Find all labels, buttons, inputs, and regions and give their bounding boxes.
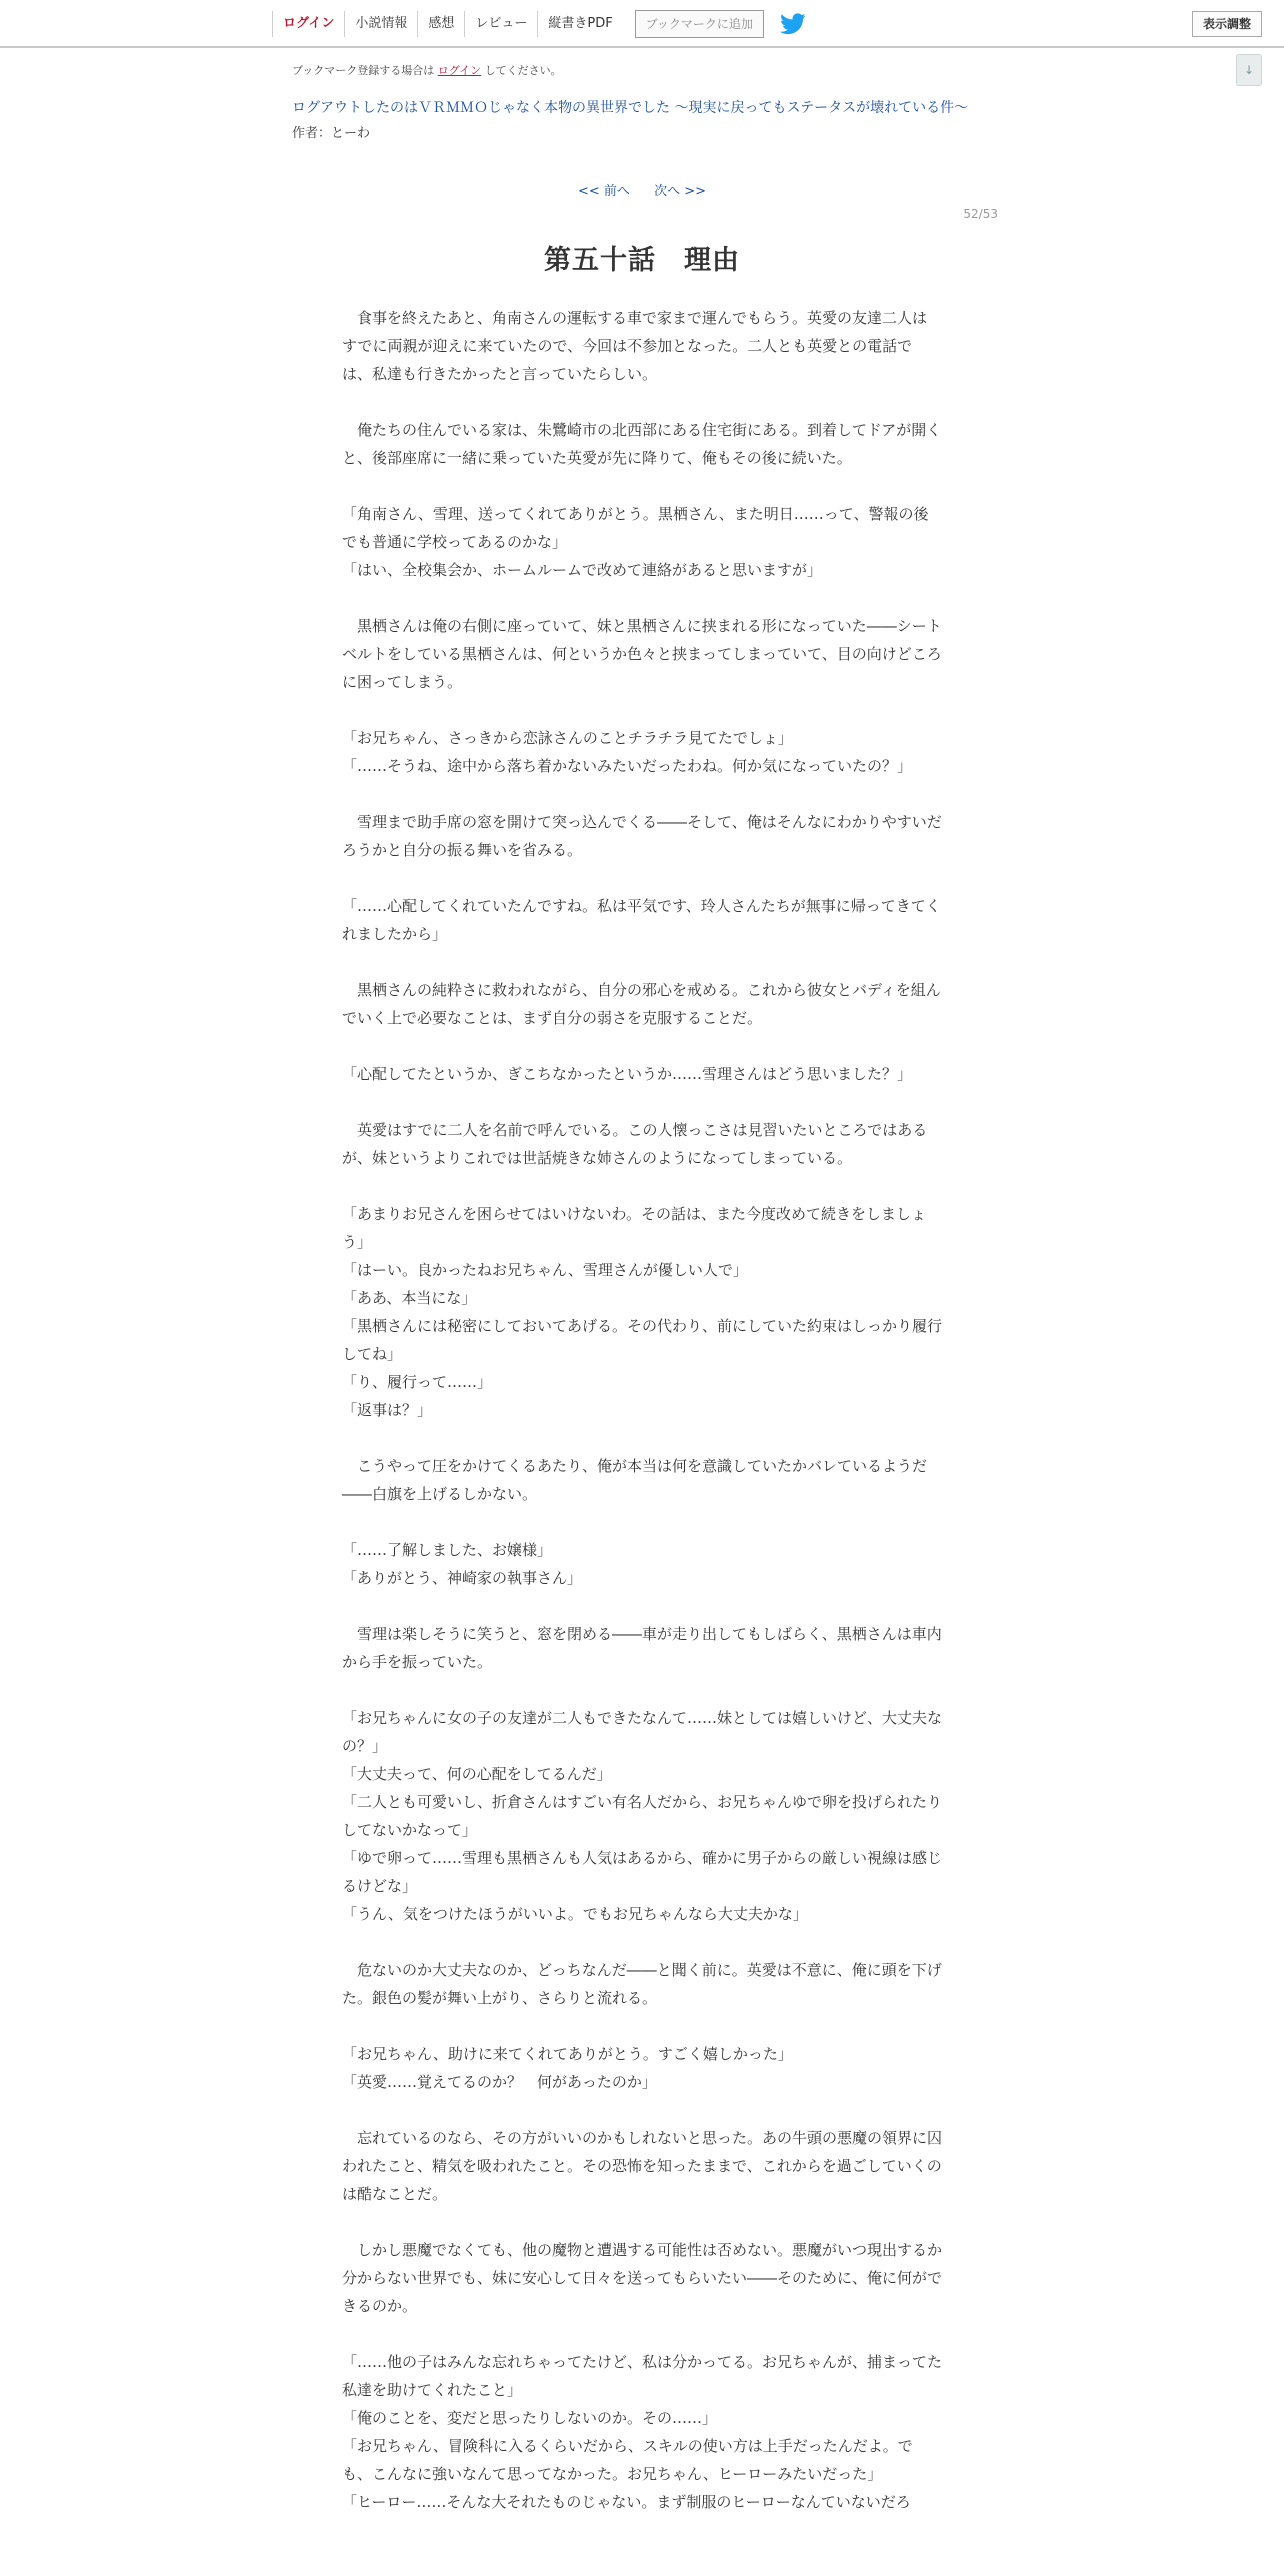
blank-line: [342, 1088, 942, 1116]
chapter-count: 52/53: [963, 207, 998, 221]
body-paragraph: 英愛はすでに二人を名前で呼んでいる。この人懐っこさは見習いたいところではあるが、妹というよりこれでは世話焼きな姉さんのようになってしまっている。: [342, 1121, 928, 1167]
body-paragraph: 「二人とも可愛いし、折倉さんはすごい有名人だから、お兄ちゃんゆで卵を投げられたりしてないかなって」: [342, 1793, 943, 1839]
body-paragraph: 「り、履行って……」: [342, 1373, 493, 1391]
body-paragraph: 「……了解しました、お嬢様」: [342, 1541, 553, 1559]
body-paragraph: 「はーい。良かったねお兄ちゃん、雪理さんが優しい人で」: [342, 1261, 748, 1279]
body-paragraph: 「ああ、本当にな」: [342, 1289, 477, 1307]
blank-line: [342, 1928, 942, 1956]
top-navigation-bar: [0, 0, 1284, 48]
blank-line: [342, 948, 942, 976]
blank-line: [342, 2208, 942, 2236]
blank-line: [342, 1172, 942, 1200]
blank-line: [342, 1508, 942, 1536]
display-settings-button[interactable]: 表示調整: [1192, 11, 1262, 37]
chapter-body: [342, 304, 942, 2516]
body-paragraph: 「お兄ちゃん、冒険科に入るくらいだから、スキルの使い方は上手だったんだよ。でも、こんなに強いなんて思ってなかった。お兄ちゃん、ヒーローみたいだった」: [342, 2437, 913, 2483]
nav-list: [272, 10, 806, 38]
bookmark-login-notice: [292, 62, 562, 78]
blank-line: [342, 1676, 942, 1704]
nav-novel-info-link[interactable]: 小説情報: [344, 11, 417, 37]
body-paragraph: 俺たちの住んでいる家は、朱鷺崎市の北西部にある住宅街にある。到着してドアが開くと、後部座席に一緒に乗っていた英愛が先に降りて、俺もその後に続いた。: [342, 421, 942, 467]
notice-suffix: してください。: [484, 64, 562, 77]
twitter-bird-icon[interactable]: [780, 13, 806, 35]
blank-line: [342, 388, 942, 416]
next-chapter-link[interactable]: 次へ >>: [654, 184, 706, 199]
author-name: 作者：とーわ: [292, 126, 371, 141]
notice-login-link[interactable]: ログイン: [437, 64, 482, 77]
body-paragraph: 忘れているのなら、その方がいいのかもしれないと思った。あの牛頭の悪魔の領界に囚われたこと、精気を吸われたこと。その恐怖を知ったままで、これからを過ごしていくのは酷なことだ。: [342, 2129, 943, 2203]
body-paragraph: 「心配してたというか、ぎこちなかったというか……雪理さんはどう思いました？」: [342, 1065, 913, 1083]
body-paragraph: 「ありがとう、神崎家の執事さん」: [342, 1569, 583, 1587]
body-paragraph: 危ないのか大丈夫なのか、どっちなんだ――と聞く前に。英愛は不意に、俺に頭を下げた。銀色の髪が舞い上がり、さらりと流れる。: [342, 1961, 942, 2007]
nav-login-link[interactable]: ログイン: [272, 11, 344, 37]
body-paragraph: 「……そうね、途中から落ち着かないみたいだったわね。何か気になっていたの？」: [342, 757, 913, 775]
body-paragraph: 「……他の子はみんな忘れちゃってたけど、私は分かってる。お兄ちゃんが、捕まってた私達を助けてくれたこと」: [342, 2353, 943, 2399]
scroll-down-button[interactable]: ↓: [1236, 54, 1262, 86]
blank-line: [342, 1592, 942, 1620]
blank-line: [342, 864, 942, 892]
body-paragraph: 「お兄ちゃん、さっきから恋詠さんのことチラチラ見てたでしょ」: [342, 729, 793, 747]
body-paragraph: 食事を終えたあと、角南さんの運転する車で家まで運んでもらう。英愛の友達二人はすでに両親が迎えに来ていたので、今回は不参加となった。二人とも英愛との電話では、私達も行きたかったと言っていたらしい。: [342, 309, 928, 383]
body-paragraph: 「はい、全校集会か、ホームルームで改めて連絡があると思いますが」: [342, 561, 823, 579]
body-paragraph: 「角南さん、雪理、送ってくれてありがとう。黒栖さん、また明日……って、警報の後でも普通に学校ってあるのかな」: [342, 505, 929, 551]
body-paragraph: 「……心配してくれていたんですね。私は平気です、玲人さんたちが無事に帰ってきてくれましたから」: [342, 897, 941, 943]
body-paragraph: 「お兄ちゃん、助けに来てくれてありがとう。すごく嬉しかった」: [342, 2045, 793, 2063]
nav-review-link[interactable]: レビュー: [464, 11, 537, 37]
blank-line: [342, 1032, 942, 1060]
body-paragraph: 雪理まで助手席の窓を開けて突っ込んでくる――そして、俺はそんなにわかりやすいだろうかと自分の振る舞いを省みる。: [342, 813, 942, 859]
blank-line: [342, 2096, 942, 2124]
blank-line: [342, 696, 942, 724]
prev-chapter-link[interactable]: << 前へ: [578, 184, 630, 199]
body-paragraph: 「あまりお兄さんを困らせてはいけないわ。その話は、また今度改めて続きをしましょう」: [342, 1205, 926, 1251]
nav-impressions-link[interactable]: 感想: [417, 11, 464, 37]
blank-line: [342, 780, 942, 808]
body-paragraph: 「返事は？」: [342, 1401, 433, 1419]
blank-line: [342, 2320, 942, 2348]
body-paragraph: 「黒栖さんには秘密にしておいてあげる。その代わり、前にしていた約束はしっかり履行してね」: [342, 1317, 943, 1363]
body-paragraph: 「お兄ちゃんに女の子の友達が二人もできたなんて……妹としては嬉しいけど、大丈夫なの？」: [342, 1709, 943, 1755]
body-paragraph: 黒栖さんは俺の右側に座っていて、妹と黒栖さんに挟まれる形になっていた――シートベルトをしている黒栖さんは、何というか色々と挟まってしまっていて、目の向けどころに困ってしまう。: [342, 617, 942, 691]
notice-prefix: ブックマーク登録する場合は: [292, 64, 435, 77]
body-paragraph: しかし悪魔でなくても、他の魔物と遭遇する可能性は否めない。悪魔がいつ現出するか分からない世界でも、妹に安心して日々を送ってもらいたい――そのために、俺に何ができるのか。: [342, 2241, 943, 2315]
nav-vertical-pdf-link[interactable]: 縦書きPDF: [537, 11, 622, 37]
body-paragraph: 「ゆで卵って……雪理も黒栖さんも人気はあるから、確かに男子からの厳しい視線は感じるけどな」: [342, 1849, 943, 1895]
blank-line: [342, 584, 942, 612]
chapter-title: 第五十話 理由: [544, 245, 740, 276]
body-paragraph: 黒栖さんの純粋さに救われながら、自分の邪心を戒める。これから彼女とバディを組んでいく上で必要なことは、まず自分の弱さを克服することだ。: [342, 981, 941, 1027]
body-paragraph: 雪理は楽しそうに笑うと、窓を閉める――車が走り出してもしばらく、黒栖さんは車内から手を振っていた。: [342, 1625, 942, 1671]
body-paragraph: 「俺のことを、変だと思ったりしないのか。その……」: [342, 2409, 718, 2427]
novel-title-link[interactable]: ログアウトしたのはＶＲＭＭＯじゃなく本物の異世界でした ～現実に戻ってもステータスが壊れている件～: [292, 100, 969, 116]
body-paragraph: 「大丈夫って、何の心配をしてるんだ」: [342, 1765, 612, 1783]
body-paragraph: こうやって圧をかけてくるあたり、俺が本当は何を意識していたかバレているようだ――白旗を上げるしかない。: [342, 1457, 928, 1503]
add-bookmark-button[interactable]: ブックマークに追加: [635, 10, 764, 38]
body-paragraph: 「うん、気をつけたほうがいいよ。でもお兄ちゃんなら大丈夫かな」: [342, 1905, 808, 1923]
blank-line: [342, 2012, 942, 2040]
blank-line: [342, 1424, 942, 1452]
body-paragraph: 「英愛……覚えてるのか？ 何があったのか」: [342, 2073, 657, 2091]
chapter-pager: [0, 180, 1284, 199]
body-paragraph: 「ヒーロー……そんな大それたものじゃない。まず制服のヒーローなんていないだろ: [342, 2493, 911, 2511]
blank-line: [342, 472, 942, 500]
